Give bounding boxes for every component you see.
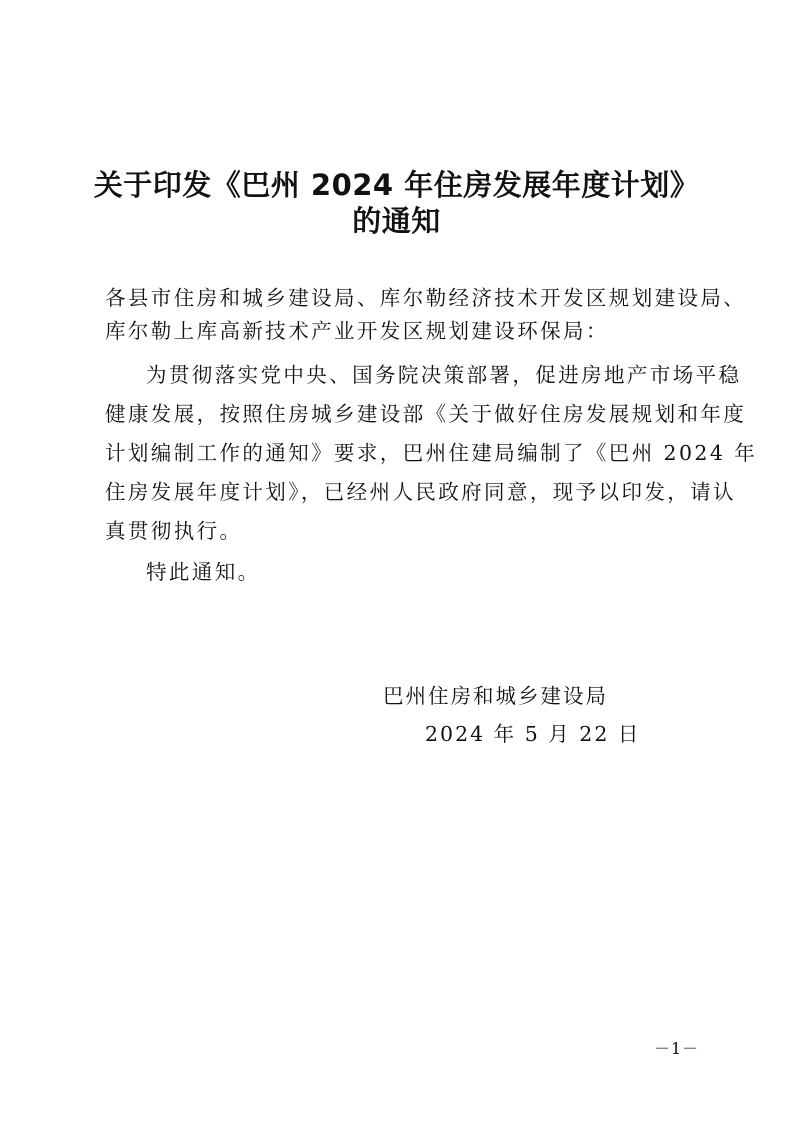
body-paragraph-line: 健康发展，按照住房城乡建设部《关于做好住房发展规划和年度 [105, 402, 747, 426]
signature-organization: 巴州住房和城乡建设局 [383, 684, 608, 708]
signature-date: 2024 年 5 月 22 日 [425, 722, 641, 746]
document-title-line-2: 的通知 [352, 204, 441, 238]
addressee-line-2: 库尔勒上库高新技术产业开发区规划建设环保局： [105, 319, 609, 343]
body-paragraph-line: 真贯彻执行。 [105, 519, 243, 543]
document-title-line-1: 关于印发《巴州 2024 年住房发展年度计划》 [93, 168, 700, 202]
body-paragraph-line: 计划编制工作的通知》要求，巴州住建局编制了《巴州 2024 年 [105, 441, 758, 465]
addressee-line-1: 各县市住房和城乡建设局、库尔勒经济技术开发区规划建设局、 [105, 286, 747, 310]
body-paragraph-line: 住房发展年度计划》，已经州人民政府同意，现予以印发，请认 [105, 480, 736, 504]
body-paragraph-line: 为贯彻落实党中央、国务院决策部署，促进房地产市场平稳 [146, 363, 742, 387]
closing-line: 特此通知。 [146, 560, 261, 584]
page-number: －1－ [654, 1039, 700, 1058]
